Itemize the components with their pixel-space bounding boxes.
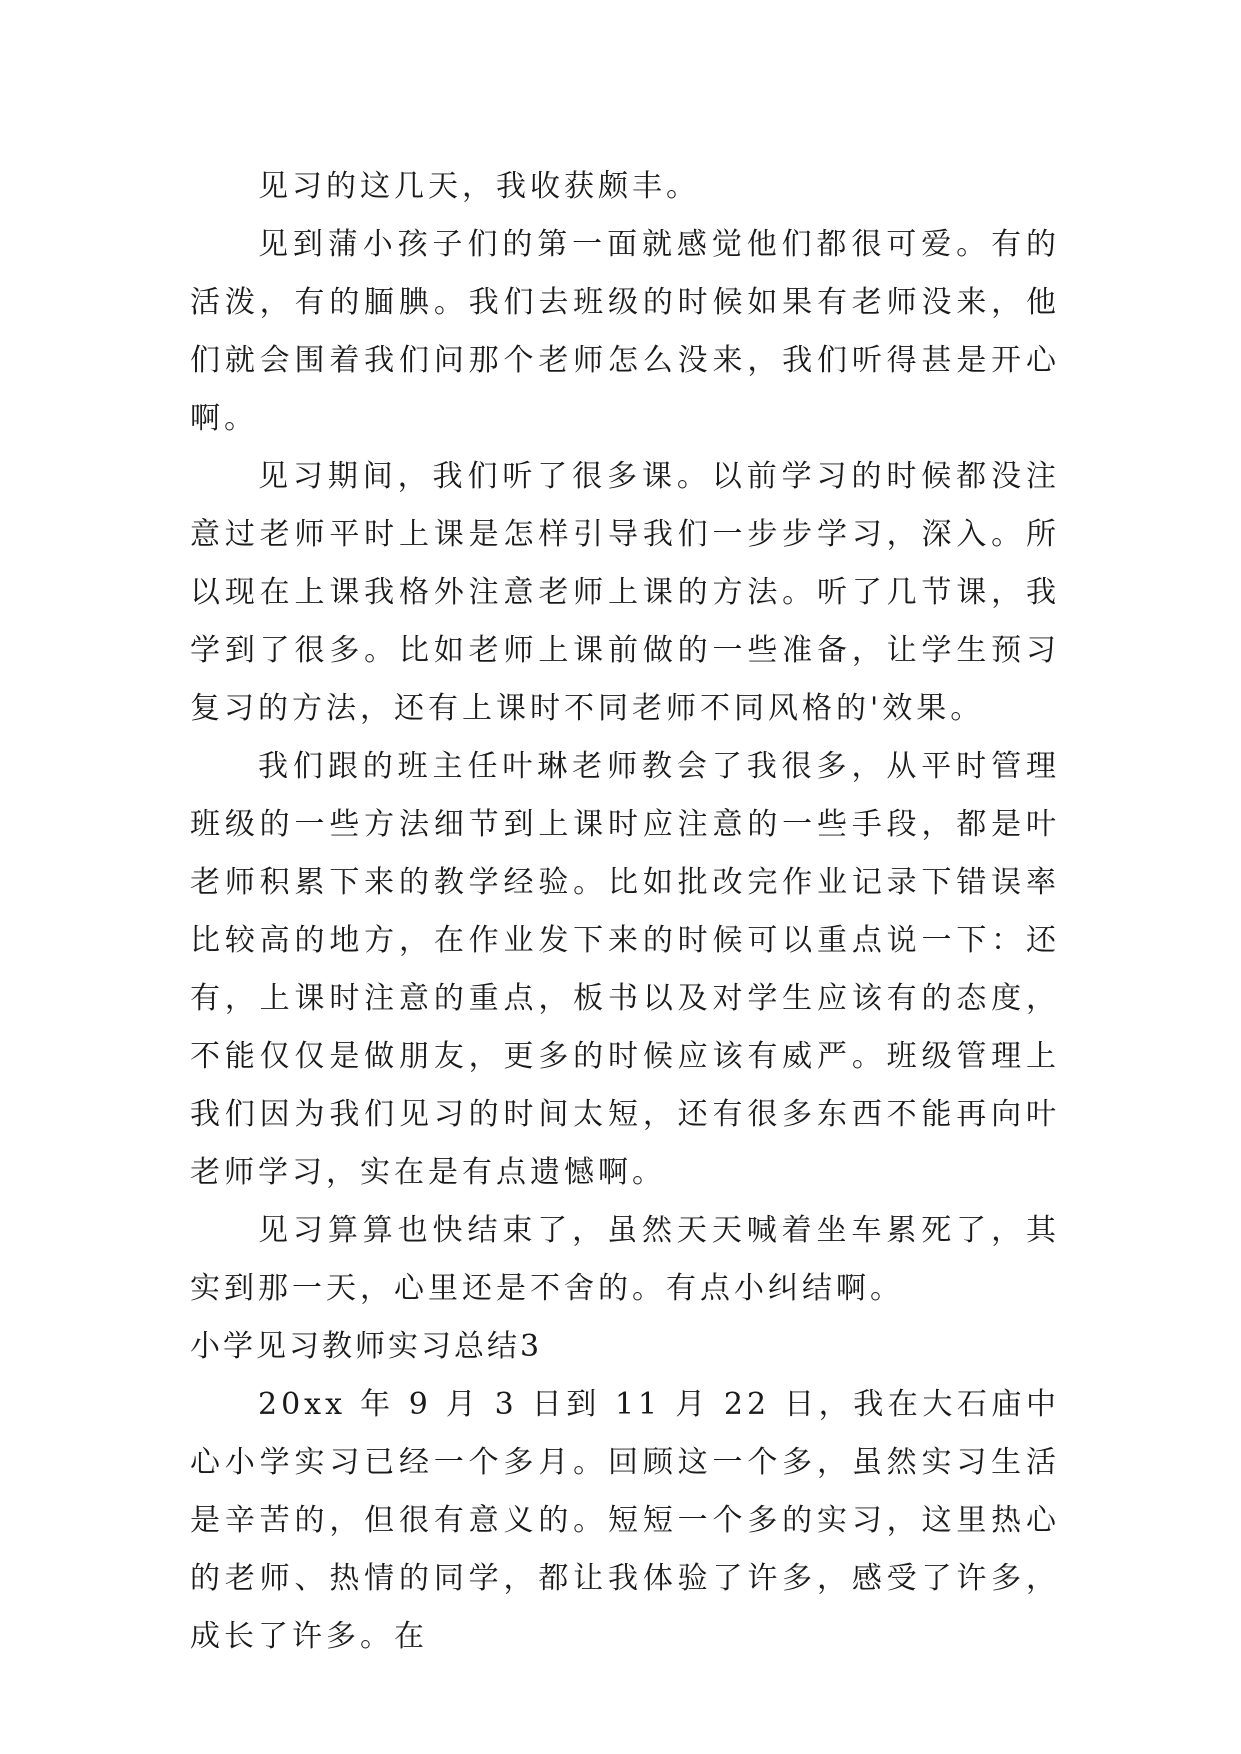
paragraph: 见习期间，我们听了很多课。以前学习的时候都没注意过老师平时上课是怎样引导我们一步步学习，深入。所以现在上课我格外注意老师上课的方法。听了几节课，我学到了很多。比如老师上课前做的一些准备，让学生预习复习的方法，还有上课时不同老师不同风格的'效果。 (190, 459, 1060, 726)
paragraph: 20xx 年 9 月 3 日到 11 月 22 日，我在大石庙中心小学实习已经一个多月。回顾这一个多，虽然实习生活是辛苦的，但很有意义的。短短一个多的实习，这里热心的老师、热情的同学，都让我体验了许多，感受了许多，成长了许多。在 (190, 1387, 1060, 1654)
document-body (190, 158, 1060, 1666)
paragraph: 见习算算也快结束了，虽然天天喊着坐车累死了，其实到那一天，心里还是不舍的。有点小纠结啊。 (190, 1213, 1060, 1306)
paragraph: 见习的这几天，我收获颇丰。 (258, 169, 700, 204)
paragraph: 见到蒲小孩子们的第一面就感觉他们都很可爱。有的活泼，有的腼腆。我们去班级的时候如果有老师没来，他们就会围着我们问那个老师怎么没来，我们听得甚是开心啊。 (190, 227, 1060, 436)
section-heading: 小学见习教师实习总结3 (190, 1329, 543, 1364)
paragraph: 我们跟的班主任叶琳老师教会了我很多，从平时管理班级的一些方法细节到上课时应注意的一些手段，都是叶老师积累下来的教学经验。比如批改完作业记录下错误率比较高的地方，在作业发下来的时候可以重点说一下：还有，上课时注意的重点，板书以及对学生应该有的态度，不能仅仅是做朋友，更多的时候应该有威严。班级管理上我们因为我们见习的时间太短，还有很多东西不能再向叶老师学习，实在是有点遗憾啊。 (190, 749, 1060, 1190)
